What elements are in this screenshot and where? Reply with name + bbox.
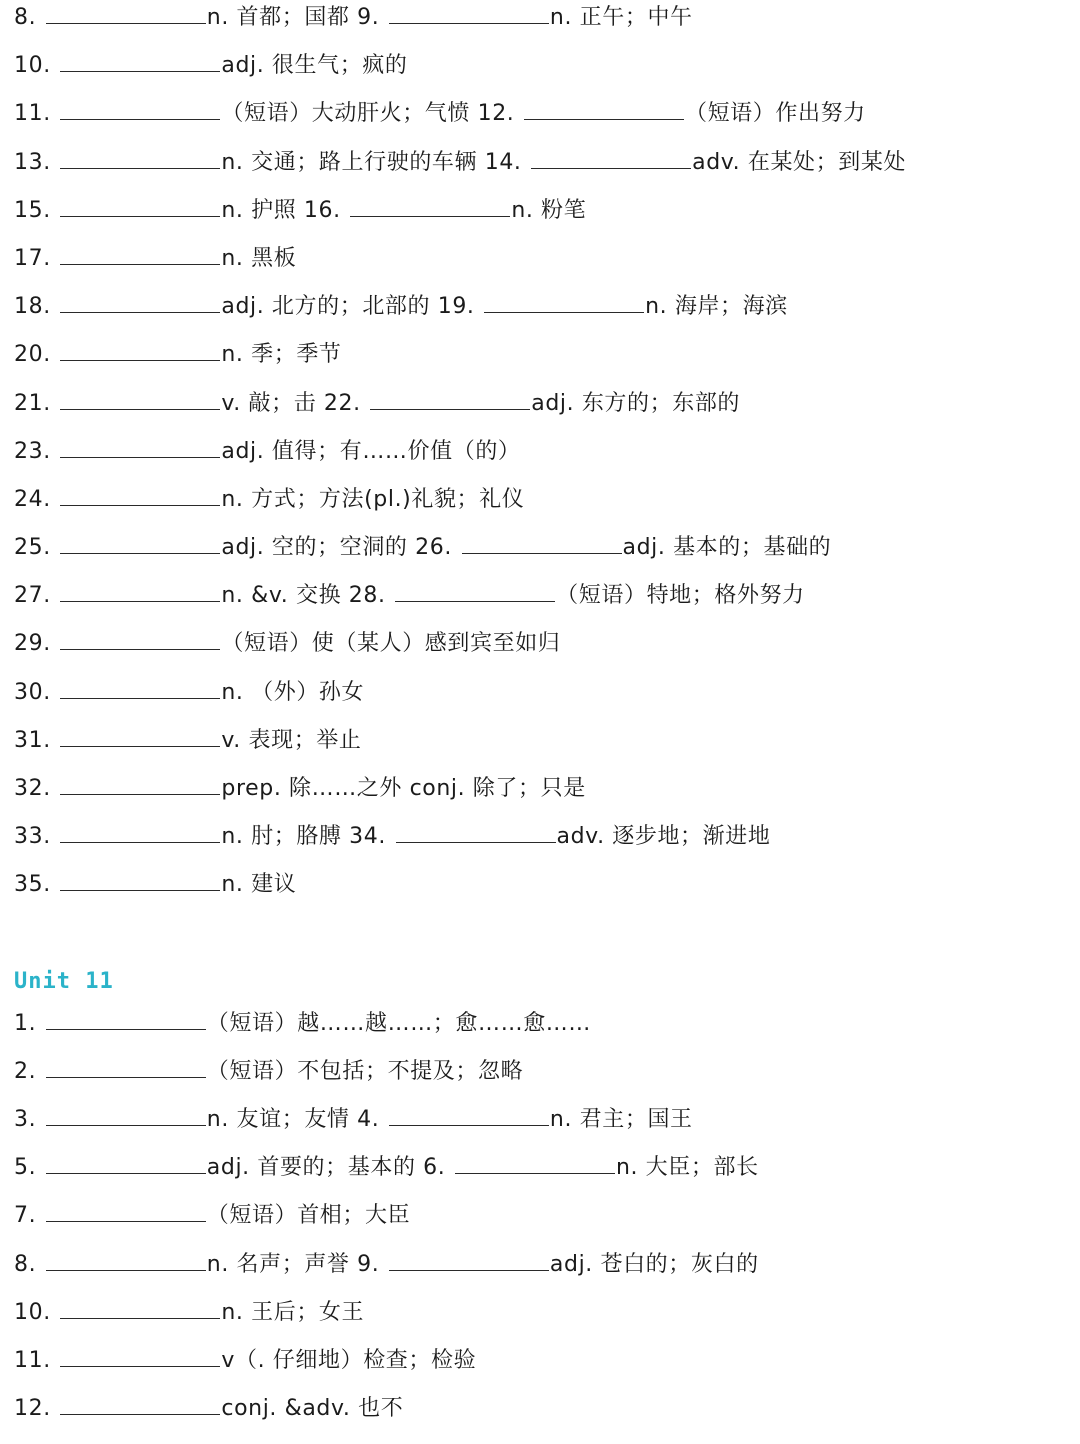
definition-text: n. 名声；声誉 [206, 1251, 350, 1277]
unit10-list [14, 0, 1080, 910]
vocab-entry [357, 1107, 693, 1132]
item-number: 1. [14, 1010, 37, 1036]
item-number: 11. [14, 101, 51, 127]
definition-text: n. 交通；路上行驶的车辆 [221, 149, 478, 175]
definition-text: （短语）作出努力 [684, 101, 866, 127]
answer-blank[interactable] [350, 215, 510, 217]
definition-text: conj. &adv. 也不 [221, 1396, 404, 1422]
vocab-line [14, 0, 1080, 42]
vocab-entry [14, 487, 524, 512]
definition-text: v. 敲；击 [221, 390, 317, 416]
definition-text: adj. 很生气；疯的 [221, 53, 408, 79]
vocab-line [14, 139, 1080, 187]
vocab-entry [14, 1348, 476, 1373]
definition-text: n. 季；季节 [221, 342, 342, 368]
item-number: 15. [14, 197, 51, 223]
unit-heading: Unit 11 [14, 968, 114, 994]
definition-text: n. 海岸；海滨 [645, 294, 788, 320]
item-number: 7. [14, 1203, 37, 1229]
answer-blank[interactable] [60, 359, 220, 361]
answer-blank[interactable] [462, 552, 622, 554]
definition-text: adj. 基本的；基础的 [622, 535, 832, 561]
vocab-entry [14, 631, 560, 656]
vocab-entry [349, 824, 770, 849]
vocab-entry [304, 198, 586, 223]
vocab-line [14, 42, 1080, 90]
vocab-entry [14, 1252, 350, 1277]
vocab-entry [14, 776, 586, 801]
vocab-entry [357, 1252, 759, 1277]
item-number: 20. [14, 342, 51, 368]
answer-blank[interactable] [60, 263, 220, 265]
section-gap [14, 910, 1080, 958]
vocab-line [14, 1289, 1080, 1337]
definition-text: adv. 逐步地；渐进地 [556, 824, 771, 850]
answer-blank[interactable] [60, 118, 220, 120]
definition-text: v. 表现；举止 [221, 727, 362, 753]
vocab-entry [14, 294, 430, 319]
definition-text: （短语）不包括；不提及；忽略 [206, 1058, 524, 1084]
vocab-line [14, 1144, 1080, 1192]
vocab-line [14, 572, 1080, 620]
vocab-entry [14, 1203, 410, 1228]
item-number: 24. [14, 486, 51, 512]
item-number: 8. [14, 1251, 37, 1277]
item-number: 4. [357, 1106, 380, 1132]
vocab-line [14, 861, 1080, 909]
answer-blank[interactable] [46, 1269, 206, 1271]
answer-blank[interactable] [46, 1076, 206, 1078]
answer-blank[interactable] [60, 504, 220, 506]
item-number: 9. [357, 5, 380, 30]
definition-text: n. &v. 交换 [221, 583, 342, 609]
item-number: 17. [14, 245, 51, 271]
vocab-line [14, 428, 1080, 476]
vocab-entry [14, 1396, 403, 1421]
item-number: 23. [14, 438, 51, 464]
definition-text: n. 首都；国都 [206, 5, 350, 30]
vocab-entry [14, 872, 296, 897]
item-number: 12. [477, 101, 515, 127]
definition-text: （短语）大动肝火；气愤 [221, 101, 470, 127]
answer-blank[interactable] [389, 1269, 549, 1271]
item-number: 26. [415, 535, 452, 561]
vocab-entry [14, 1300, 364, 1325]
vocab-line [14, 813, 1080, 861]
vocab-line [14, 1337, 1080, 1385]
vocab-entry [14, 391, 316, 416]
vocab-entry [14, 1059, 523, 1084]
vocab-line [14, 380, 1080, 428]
answer-blank[interactable] [60, 311, 220, 313]
vocab-entry [14, 680, 364, 705]
definition-text: n. 友谊；友情 [206, 1106, 350, 1132]
answer-blank[interactable] [60, 889, 220, 891]
definition-text: n. 建议 [221, 872, 297, 898]
item-number: 16. [303, 197, 341, 223]
item-number: 21. [14, 390, 51, 416]
definition-text: adj. 首要的；基本的 [206, 1155, 416, 1181]
vocab-entry [14, 583, 341, 608]
vocab-entry [14, 1155, 416, 1180]
vocab-line [14, 90, 1080, 138]
item-number: 22. [323, 390, 361, 416]
answer-blank[interactable] [60, 1317, 220, 1319]
answer-blank[interactable] [60, 215, 220, 217]
item-number: 30. [14, 679, 51, 705]
answer-blank[interactable] [531, 167, 691, 169]
answer-blank[interactable] [60, 552, 220, 554]
item-number: 12. [14, 1396, 51, 1422]
vocab-entry [478, 101, 866, 126]
vocab-entry [415, 535, 831, 560]
answer-blank[interactable] [60, 841, 220, 843]
item-number: 11. [14, 1347, 51, 1373]
answer-blank[interactable] [46, 1028, 206, 1030]
item-number: 32. [14, 776, 51, 801]
definition-text: （短语）首相；大臣 [206, 1203, 411, 1229]
vocab-line [14, 283, 1080, 331]
vocab-line [14, 669, 1080, 717]
item-number: 27. [14, 583, 51, 609]
item-number: 10. [14, 1299, 51, 1325]
answer-blank[interactable] [60, 600, 220, 602]
vocab-line [14, 1385, 1080, 1433]
item-number: 29. [14, 631, 51, 657]
answer-blank[interactable] [484, 311, 644, 313]
item-number: 9. [357, 1251, 380, 1277]
vocab-entry [14, 439, 521, 464]
vocab-entry [438, 294, 788, 319]
answer-blank[interactable] [60, 745, 220, 747]
vocab-entry [14, 342, 342, 367]
item-number: 14. [484, 149, 522, 175]
vocab-line [14, 524, 1080, 572]
vocab-line [14, 717, 1080, 765]
item-number: 33. [14, 824, 51, 850]
vocab-entry [324, 391, 740, 416]
definition-text: n. 君主；国王 [549, 1106, 693, 1132]
vocab-entry [14, 1107, 350, 1132]
item-number: 18. [14, 294, 51, 320]
answer-blank[interactable] [60, 648, 220, 650]
vocab-entry [14, 535, 408, 560]
answer-blank[interactable] [60, 697, 220, 699]
vocab-entry [14, 728, 362, 753]
answer-blank[interactable] [60, 1413, 220, 1415]
definition-text: （短语）特地；格外努力 [556, 583, 805, 609]
vocab-entry [14, 198, 296, 223]
definition-text: adj. 空的；空洞的 [221, 535, 408, 561]
vocab-entry [14, 150, 477, 175]
answer-blank[interactable] [46, 22, 206, 24]
vocab-line [14, 620, 1080, 668]
vocab-line [14, 235, 1080, 283]
answer-blank[interactable] [389, 1124, 549, 1126]
vocab-line [14, 765, 1080, 813]
answer-blank[interactable] [60, 456, 220, 458]
item-number: 13. [14, 149, 51, 175]
item-number: 25. [14, 535, 51, 561]
vocab-line [14, 476, 1080, 524]
answer-blank[interactable] [46, 1124, 206, 1126]
vocab-entry [357, 5, 693, 30]
item-number: 3. [14, 1106, 37, 1132]
definition-text: n. 黑板 [221, 245, 297, 271]
definition-text: n. 正午；中午 [549, 5, 693, 30]
answer-blank[interactable] [524, 118, 684, 120]
definition-text: n. 肘；胳膊 [221, 824, 342, 850]
definition-text: adj. 北方的；北部的 [221, 294, 431, 320]
definition-text: n. 方式；方法(pl.)礼貌；礼仪 [221, 486, 525, 512]
answer-blank[interactable] [396, 841, 556, 843]
answer-blank[interactable] [60, 1365, 220, 1367]
item-number: 28. [348, 583, 386, 609]
vocab-line [14, 1048, 1080, 1096]
definition-text: adj. 值得；有……价值（的） [221, 438, 521, 464]
answer-blank[interactable] [389, 22, 549, 24]
definition-text: n. 粉笔 [511, 197, 587, 223]
vocab-line [14, 1096, 1080, 1144]
vocab-entry [423, 1155, 759, 1180]
vocab-line [14, 1192, 1080, 1240]
answer-blank[interactable] [395, 600, 555, 602]
definition-text: n. 护照 [221, 197, 297, 223]
item-number: 10. [14, 53, 51, 79]
item-number: 34. [349, 824, 386, 850]
definition-text: n. 王后；女王 [221, 1299, 365, 1325]
vocab-entry [14, 101, 470, 126]
vocab-line [14, 331, 1080, 379]
definition-text: adj. 苍白的；灰白的 [549, 1251, 759, 1277]
item-number: 19. [437, 294, 475, 320]
item-number: 8. [14, 5, 37, 30]
answer-blank[interactable] [455, 1172, 615, 1174]
vocab-entry [14, 53, 408, 78]
vocab-entry [14, 824, 342, 849]
vocab-entry [485, 150, 906, 175]
definition-text: n. （外）孙女 [221, 679, 365, 705]
vocab-entry [349, 583, 805, 608]
item-number: 6. [423, 1155, 446, 1181]
definition-text: （短语）使（某人）感到宾至如归 [221, 631, 561, 657]
definition-text: v（. 仔细地）检查；检验 [221, 1347, 477, 1373]
answer-blank[interactable] [60, 167, 220, 169]
vocab-entry [14, 5, 350, 30]
answer-blank[interactable] [46, 1172, 206, 1174]
definition-text: prep. 除……之外 conj. 除了；只是 [221, 776, 586, 801]
definition-text: （短语）越……越……；愈……愈…… [206, 1010, 591, 1036]
vocab-entry [14, 1011, 591, 1036]
answer-blank[interactable] [60, 70, 220, 72]
answer-blank[interactable] [370, 408, 530, 410]
vocab-entry [14, 246, 296, 271]
item-number: 35. [14, 872, 51, 898]
item-number: 2. [14, 1058, 37, 1084]
vocab-line [14, 1000, 1080, 1048]
answer-blank[interactable] [60, 408, 220, 410]
unit11-list [14, 1000, 1080, 1434]
item-number: 5. [14, 1155, 37, 1181]
definition-text: n. 大臣；部长 [615, 1155, 759, 1181]
item-number: 31. [14, 727, 51, 753]
answer-blank[interactable] [46, 1220, 206, 1222]
answer-blank[interactable] [60, 793, 220, 795]
vocab-line [14, 1241, 1080, 1289]
definition-text: adj. 东方的；东部的 [531, 390, 741, 416]
definition-text: adv. 在某处；到某处 [692, 149, 907, 175]
vocab-line [14, 187, 1080, 235]
